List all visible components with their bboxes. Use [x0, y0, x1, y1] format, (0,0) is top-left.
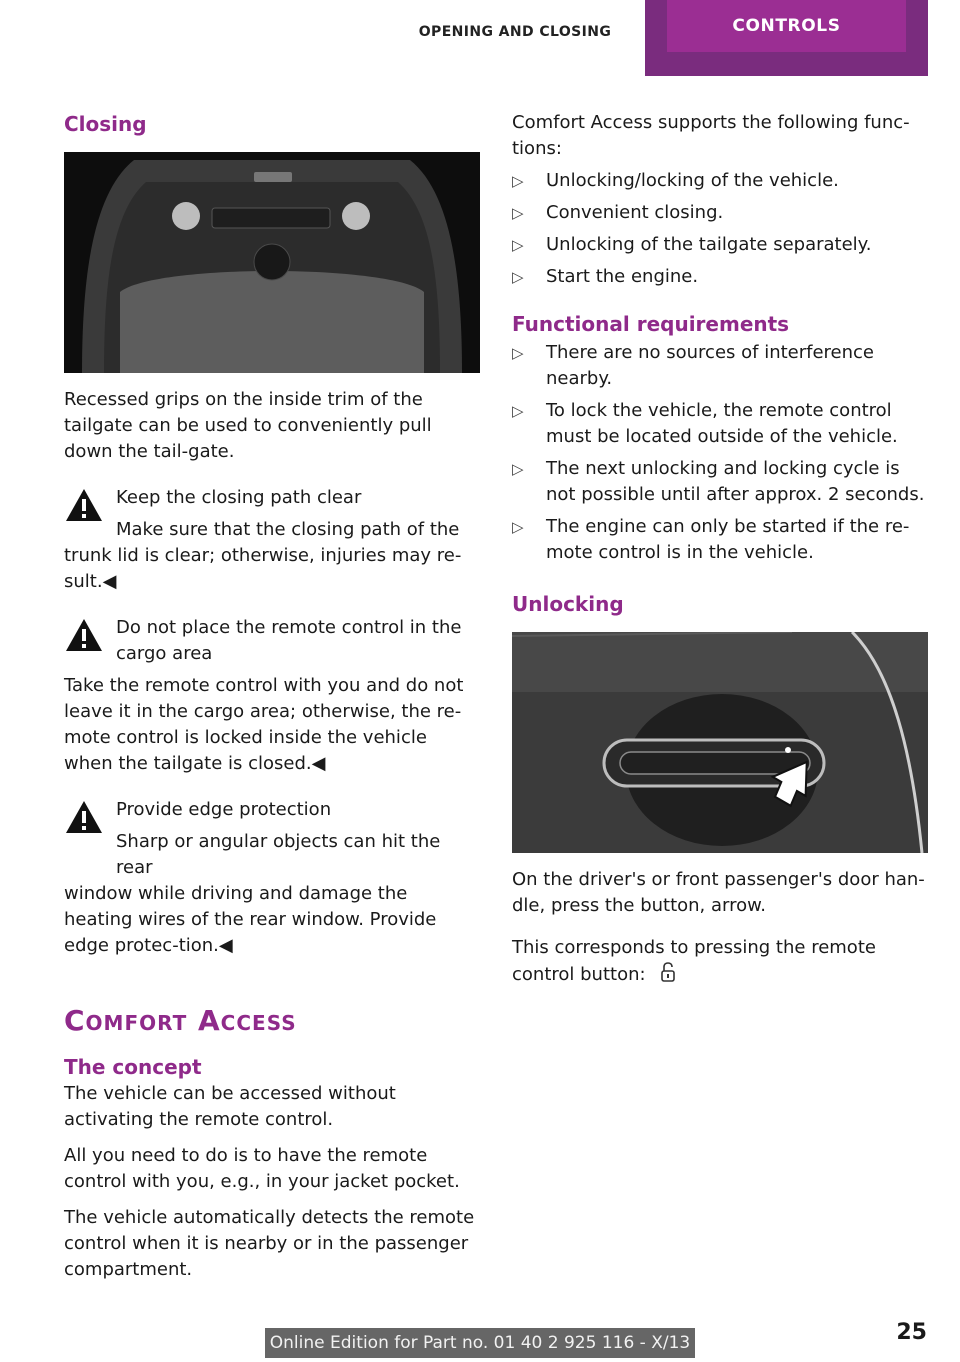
list-item: ▷ The engine can only be started if the re‐mote control is in the vehicle.: [512, 516, 910, 563]
list-item: ▷ The next unlocking and locking cycle is not possible until after approx. 2 seconds.: [512, 458, 925, 505]
list-item: ▷ To lock the vehicle, the remote control must be located outside of the vehicle.: [512, 400, 898, 447]
requirements-list: [512, 340, 930, 566]
functional-requirements-heading: Functional requirements: [512, 312, 790, 336]
functions-intro: Comfort Access supports the following func‐tions:: [512, 112, 910, 159]
warning-triangle-icon: [64, 617, 104, 653]
triangle-bullet-icon: ▷: [512, 268, 524, 286]
list-item: ▷ Convenient closing.: [512, 200, 930, 226]
triangle-bullet-icon: ▷: [512, 236, 524, 254]
door-handle-photo: [512, 632, 928, 853]
functions-list: [512, 168, 930, 290]
concept-paragraph: The vehicle can be accessed without activating the remote control.: [64, 1083, 396, 1130]
list-item: ▷ Start the engine.: [512, 264, 930, 290]
warning-text-first-line: Make sure that the closing path of the: [116, 519, 460, 540]
concept-heading: The concept: [64, 1055, 202, 1079]
warning-triangle-icon: [64, 799, 104, 835]
triangle-bullet-icon: ▷: [512, 460, 524, 478]
chapter-tab: [645, 0, 928, 76]
warning-title: Keep the closing path clear: [116, 487, 362, 508]
page-footer: [0, 1320, 960, 1356]
triangle-bullet-icon: ▷: [512, 518, 524, 536]
triangle-bullet-icon: ▷: [512, 344, 524, 362]
warning-title: Provide edge protection: [116, 799, 332, 820]
triangle-bullet-icon: ▷: [512, 402, 524, 420]
warning-text-first-line: Sharp or angular objects can hit the rear: [116, 831, 441, 878]
unlocking-paragraph: On the driver's or front passenger's door han‐dle, press the button, arrow.: [512, 869, 925, 916]
running-header-section: OPENING AND CLOSING: [418, 24, 612, 40]
unlock-button-icon: [657, 961, 679, 983]
triangle-bullet-icon: ▷: [512, 204, 524, 222]
concept-paragraph: The vehicle automatically detects the remote control when it is nearby or in the passenger compartment.: [64, 1207, 475, 1280]
warning-title: Do not place the remote control in the cargo area: [116, 617, 462, 664]
warning-text-rest: window while driving and damage the heating wires of the rear window. Provide edge protec‐tion.◀: [64, 883, 437, 956]
warning-block: [64, 485, 480, 595]
warning-text: [64, 829, 480, 959]
edition-label: Online Edition for Part no. 01 40 2 925 116 - X/13: [265, 1328, 695, 1358]
left-column: [64, 110, 480, 1283]
concept-paragraph: All you need to do is to have the remote control with you, e.g., in your jacket pocket.: [64, 1145, 460, 1192]
warning-text-rest: trunk lid is clear; otherwise, injuries may re‐sult.◀: [64, 545, 462, 592]
warning-block: [64, 615, 480, 777]
warning-text: Take the remote control with you and do not leave it in the cargo area; otherwise, the re‐mote control is locked inside the vehicle when the tailgate is closed.◀: [64, 675, 464, 774]
list-item: ▷ Unlocking of the tailgate separately.: [512, 232, 930, 258]
warning-text: [64, 517, 480, 595]
list-item: ▷ Unlocking/locking of the vehicle.: [512, 168, 930, 194]
triangle-bullet-icon: ▷: [512, 172, 524, 190]
unlocking-heading: Unlocking: [512, 592, 624, 616]
warning-triangle-icon: [64, 487, 104, 523]
closing-heading: Closing: [64, 112, 147, 136]
comfort-access-heading: Comfort Access: [64, 1004, 297, 1037]
closing-paragraph: Recessed grips on the inside trim of the tailgate can be used to conveniently pull down the tail‐gate.: [64, 389, 432, 462]
chapter-tab-label: CONTROLS: [667, 0, 906, 52]
unlocking-paragraph: This corresponds to pressing the remote control button:: [512, 937, 876, 985]
tailgate-interior-photo: [64, 152, 480, 373]
right-column: [512, 110, 930, 988]
page-number: 25: [896, 1320, 927, 1345]
warning-block: [64, 797, 480, 959]
list-item: ▷ There are no sources of interference nearby.: [512, 342, 875, 389]
